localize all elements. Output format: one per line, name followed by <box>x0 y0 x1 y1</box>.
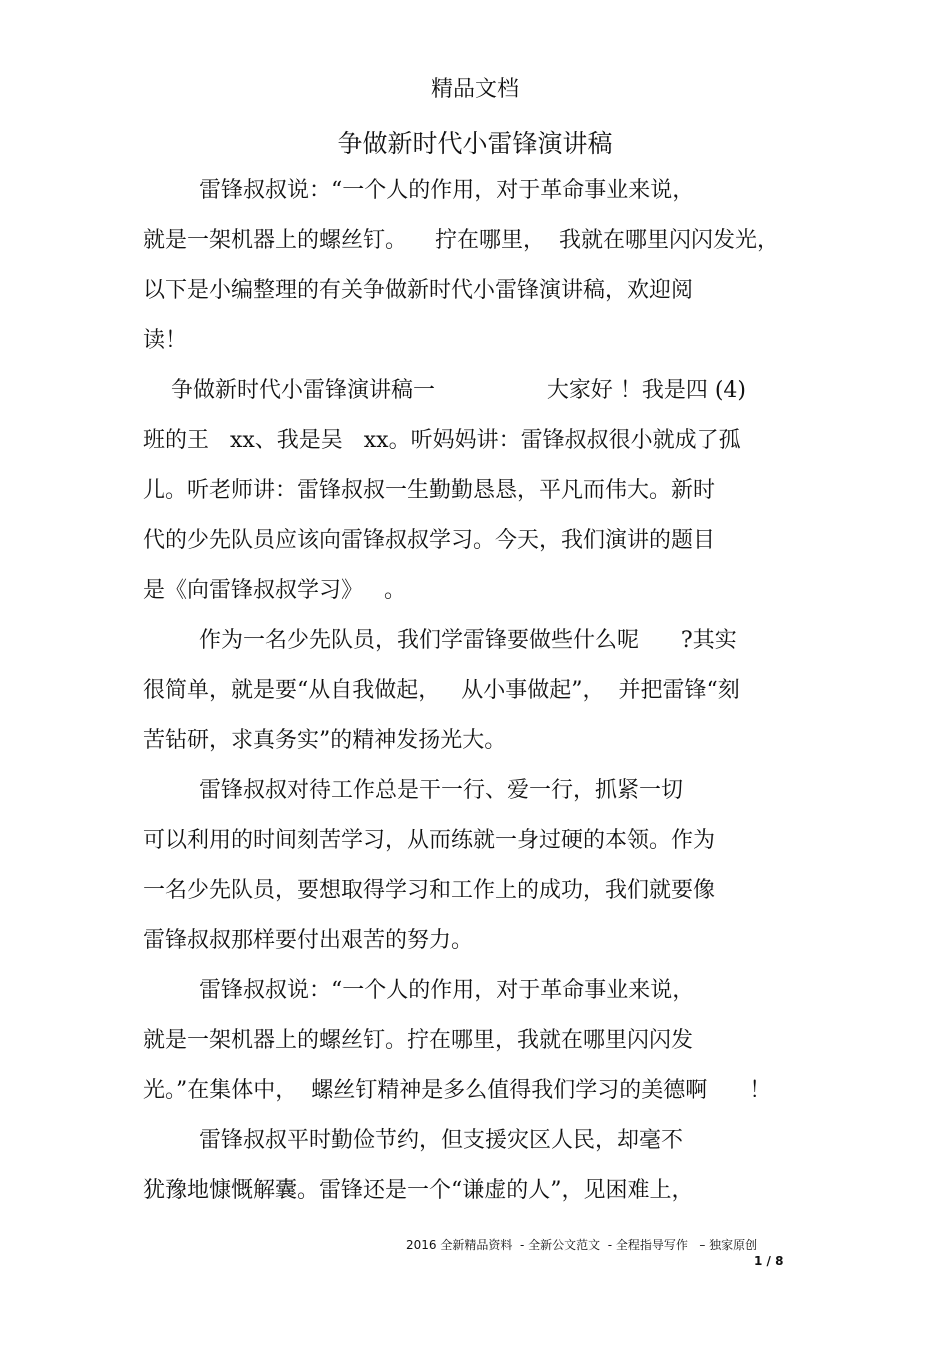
text-line: 雷锋叔叔说：“一个人的作用，对于革命事业来说， <box>143 978 695 1003</box>
text-line: 可以利用的时间刻苦学习，从而练就一身过硬的本领。作为 <box>143 828 716 853</box>
document-title: 争做新时代小雷锋演讲稿 <box>337 129 613 158</box>
text-line: 很简单，就是要“从自我做起， 从小事做起”， 并把雷锋“刻 <box>143 678 740 703</box>
text-line: 光。”在集体中， 螺丝钉精神是多么值得我们学习的美德啊 ！ <box>143 1078 772 1103</box>
text-line: 雷锋叔叔说：“一个人的作用，对于革命事业来说， <box>143 178 695 203</box>
page-number: 1 / 8 <box>754 1254 784 1268</box>
text-line: 雷锋叔叔平时勤俭节约，但支援灾区人民，却毫不 <box>143 1128 683 1153</box>
text-line: 犹豫地慷慨解囊。雷锋还是一个“谦虚的人”，见困难上， <box>143 1178 694 1203</box>
text-line: 班的王 xx、我是吴 xx。听妈妈讲：雷锋叔叔很小就成了孤 <box>143 428 741 453</box>
text-line: 代的少先队员应该向雷锋叔叔学习。今天，我们演讲的题目 <box>143 528 716 553</box>
page-footer: 2016 全新精品资料 - 全新公文范文 - 全程指导写作 – 独家原创 <box>406 1238 758 1252</box>
text-line: 一名少先队员，要想取得学习和工作上的成功，我们就要像 <box>143 878 716 903</box>
text-line: 就是一架机器上的螺丝钉。拧在哪里，我就在哪里闪闪发 <box>143 1028 694 1053</box>
text-line: 以下是小编整理的有关争做新时代小雷锋演讲稿，欢迎阅 <box>143 278 694 303</box>
text-line: 雷锋叔叔那样要付出艰苦的努力。 <box>143 928 474 953</box>
text-line: 作为一名少先队员，我们学雷锋要做些什么呢 ?其实 <box>143 628 737 653</box>
text-line: 儿。听老师讲：雷锋叔叔一生勤勤恳恳，平凡而伟大。新时 <box>143 478 716 503</box>
text-line: 争做新时代小雷锋演讲稿一 大家好 ！我是四 (4) <box>143 378 747 403</box>
text-line: 雷锋叔叔对待工作总是干一行、爱一行，抓紧一切 <box>143 778 683 803</box>
text-line: 是《向雷锋叔叔学习》 。 <box>143 578 406 603</box>
text-line: 就是一架机器上的螺丝钉。 拧在哪里， 我就在哪里闪闪发光， <box>143 228 779 253</box>
text-line: 苦钻研，求真务实”的精神发扬光大。 <box>143 728 507 753</box>
text-line: 读！ <box>143 328 188 353</box>
page-header: 精品文档 <box>430 77 519 102</box>
